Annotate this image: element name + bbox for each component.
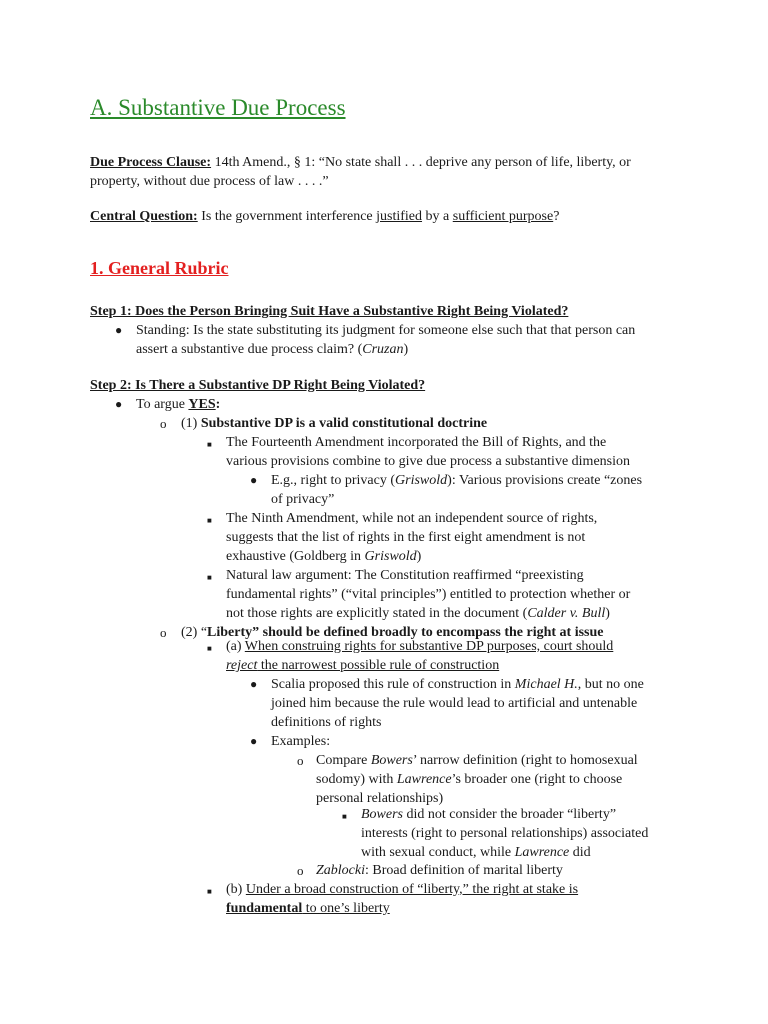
circle-bullet-icon: o: [160, 625, 167, 640]
privacy-text: E.g., right to privacy (: [271, 473, 396, 488]
fourteenth-text-2: various provisions combine to give due process a substantive dimension: [226, 454, 630, 469]
ninth-text-1: The Ninth Amendment, while not an independent source of rights,: [226, 511, 598, 526]
sub-b-line-1: [226, 880, 578, 900]
sub-b-text: to one’s liberty: [302, 901, 390, 916]
natlaw-text-2: fundamental rights” (“vital principles”) entitled to protection whether or: [226, 587, 631, 602]
bowers-text: with sexual conduct, while: [361, 845, 515, 860]
cq-label: Central Question:: [90, 209, 198, 224]
point-2-text: Liberty” should be defined broadly to encompass the right at issue: [207, 625, 604, 640]
due-process-clause: [90, 153, 631, 173]
sub-b-label: (b): [226, 882, 246, 897]
cq-text: ?: [553, 209, 560, 224]
argue-yes-word: YES: [188, 397, 216, 412]
sub-a-reject: reject: [226, 658, 258, 673]
page-title: A. Substantive Due Process: [90, 95, 346, 120]
bullet-icon: ●: [250, 677, 258, 691]
standing-text: ): [403, 342, 409, 357]
bullet-icon: ●: [250, 734, 258, 748]
point-1-text: Substantive DP is a valid constitutional doctrine: [200, 416, 488, 431]
square-bullet-icon: ■: [207, 887, 212, 896]
argue-text: To argue: [136, 397, 189, 412]
dpc-label: Due Process Clause:: [90, 155, 212, 170]
ninth-text-3: [226, 547, 421, 567]
cq-text: Is the government interference: [197, 209, 377, 224]
case-griswold: Griswold: [364, 549, 417, 564]
zablocki-desc: : Broad definition of marital liberty: [365, 863, 563, 878]
case-griswold: Griswold: [395, 473, 448, 488]
case-michael-h: Michael H.: [514, 677, 578, 692]
natlaw-text-1: Natural law argument: The Constitution reaffirmed “preexisting: [226, 568, 584, 583]
case-lawrence: Lawrence: [514, 845, 570, 860]
natlaw-text: not those rights are explicitly stated in the document (: [226, 606, 528, 621]
compare-text-2: [316, 770, 622, 790]
point-number: (2) “: [181, 625, 208, 640]
central-question: [90, 207, 559, 227]
point-1: [181, 414, 487, 434]
privacy-text-1: [271, 471, 642, 491]
natlaw-text: ): [605, 606, 610, 621]
compare-text-1: [316, 751, 638, 771]
standing-text-1: Standing: Is the state substituting its judgment for someone else such that that person can: [136, 323, 636, 338]
cq-text: by a: [422, 209, 453, 224]
square-bullet-icon: ■: [207, 573, 212, 582]
square-bullet-icon: ■: [342, 812, 347, 821]
sub-a-line-2: [226, 656, 499, 676]
bullet-icon: ●: [115, 397, 123, 411]
point-number: (1): [181, 416, 201, 431]
section-heading-general-rubric: 1. General Rubric: [90, 258, 229, 278]
argue-colon: :: [215, 397, 221, 412]
scalia-text: Scalia proposed this rule of construction in: [271, 677, 515, 692]
square-bullet-icon: ■: [207, 516, 212, 525]
bowers-text-1: [361, 805, 616, 825]
bowers-text-3: [361, 843, 591, 863]
compare-text: ’ narrow definition (right to homosexual: [412, 753, 638, 768]
examples-label: Examples:: [271, 734, 331, 749]
case-lawrence: Lawrence: [396, 772, 452, 787]
sub-b-fundamental: fundamental: [226, 901, 303, 916]
compare-text: sodomy) with: [316, 772, 397, 787]
sub-a-line-1: [226, 637, 613, 657]
case-zablocki: Zablocki: [316, 863, 365, 878]
privacy-text-2: of privacy”: [271, 492, 335, 507]
scalia-text: , but no one: [577, 677, 644, 692]
sub-a-text: the narrowest possible rule of construction: [257, 658, 500, 673]
argue-yes: [136, 395, 220, 415]
bowers-text: did not consider the broader “liberty”: [403, 807, 617, 822]
ninth-text-2: suggests that the list of rights in the first eight amendment is not: [226, 530, 586, 545]
circle-bullet-icon: o: [297, 753, 304, 768]
cq-justified: justified: [376, 209, 423, 224]
scalia-text-3: definitions of rights: [271, 715, 382, 730]
bullet-icon: ●: [250, 473, 258, 487]
case-bowers: Bowers: [370, 753, 413, 768]
scalia-text-2: joined him because the rule would lead to artificial and untenable: [271, 696, 638, 711]
natlaw-text-3: [226, 604, 610, 624]
compare-text: Compare: [316, 753, 371, 768]
case-cruzan: Cruzan: [362, 342, 404, 357]
case-bowers: Bowers: [361, 807, 403, 822]
ninth-text: exhaustive (Goldberg in: [226, 549, 365, 564]
compare-text: ’s broader one (right to choose: [451, 772, 623, 787]
compare-text-3: personal relationships): [316, 791, 444, 806]
step2-heading: Step 2: Is There a Substantive DP Right Being Violated?: [90, 378, 426, 393]
dpc-text-1: 14th Amend., § 1: “No state shall . . . deprive any person of life, liberty, or: [211, 155, 631, 170]
sub-a-text: When construing rights for substantive DP purposes, court should: [244, 639, 614, 654]
scalia-text-1: [271, 675, 644, 695]
bowers-text: did: [569, 845, 591, 860]
bullet-icon: ●: [115, 323, 123, 337]
standing-text-2: [136, 340, 408, 360]
ninth-text: ): [416, 549, 422, 564]
square-bullet-icon: ■: [207, 440, 212, 449]
zablocki-text: [316, 861, 563, 881]
privacy-text: ): Various provisions create “zones: [447, 473, 643, 488]
sub-b-text: Under a broad construction of “liberty,” the right at stake is: [245, 882, 579, 897]
case-calder-v-bull: Calder v. Bull: [527, 606, 606, 621]
dpc-text-2: property, without due process of law . . . .”: [90, 174, 329, 189]
cq-sufficient-purpose: sufficient purpose: [452, 209, 554, 224]
square-bullet-icon: ■: [207, 644, 212, 653]
standing-text: assert a substantive due process claim? (: [136, 342, 363, 357]
sub-b-line-2: [226, 899, 390, 919]
fourteenth-text-1: The Fourteenth Amendment incorporated the Bill of Rights, and the: [226, 435, 607, 450]
bowers-text-2: interests (right to personal relationships) associated: [361, 826, 649, 841]
circle-bullet-icon: o: [297, 863, 304, 878]
sub-a-label: (a): [226, 639, 245, 654]
step1-heading: Step 1: Does the Person Bringing Suit Have a Substantive Right Being Violated?: [90, 304, 569, 319]
circle-bullet-icon: o: [160, 416, 167, 431]
